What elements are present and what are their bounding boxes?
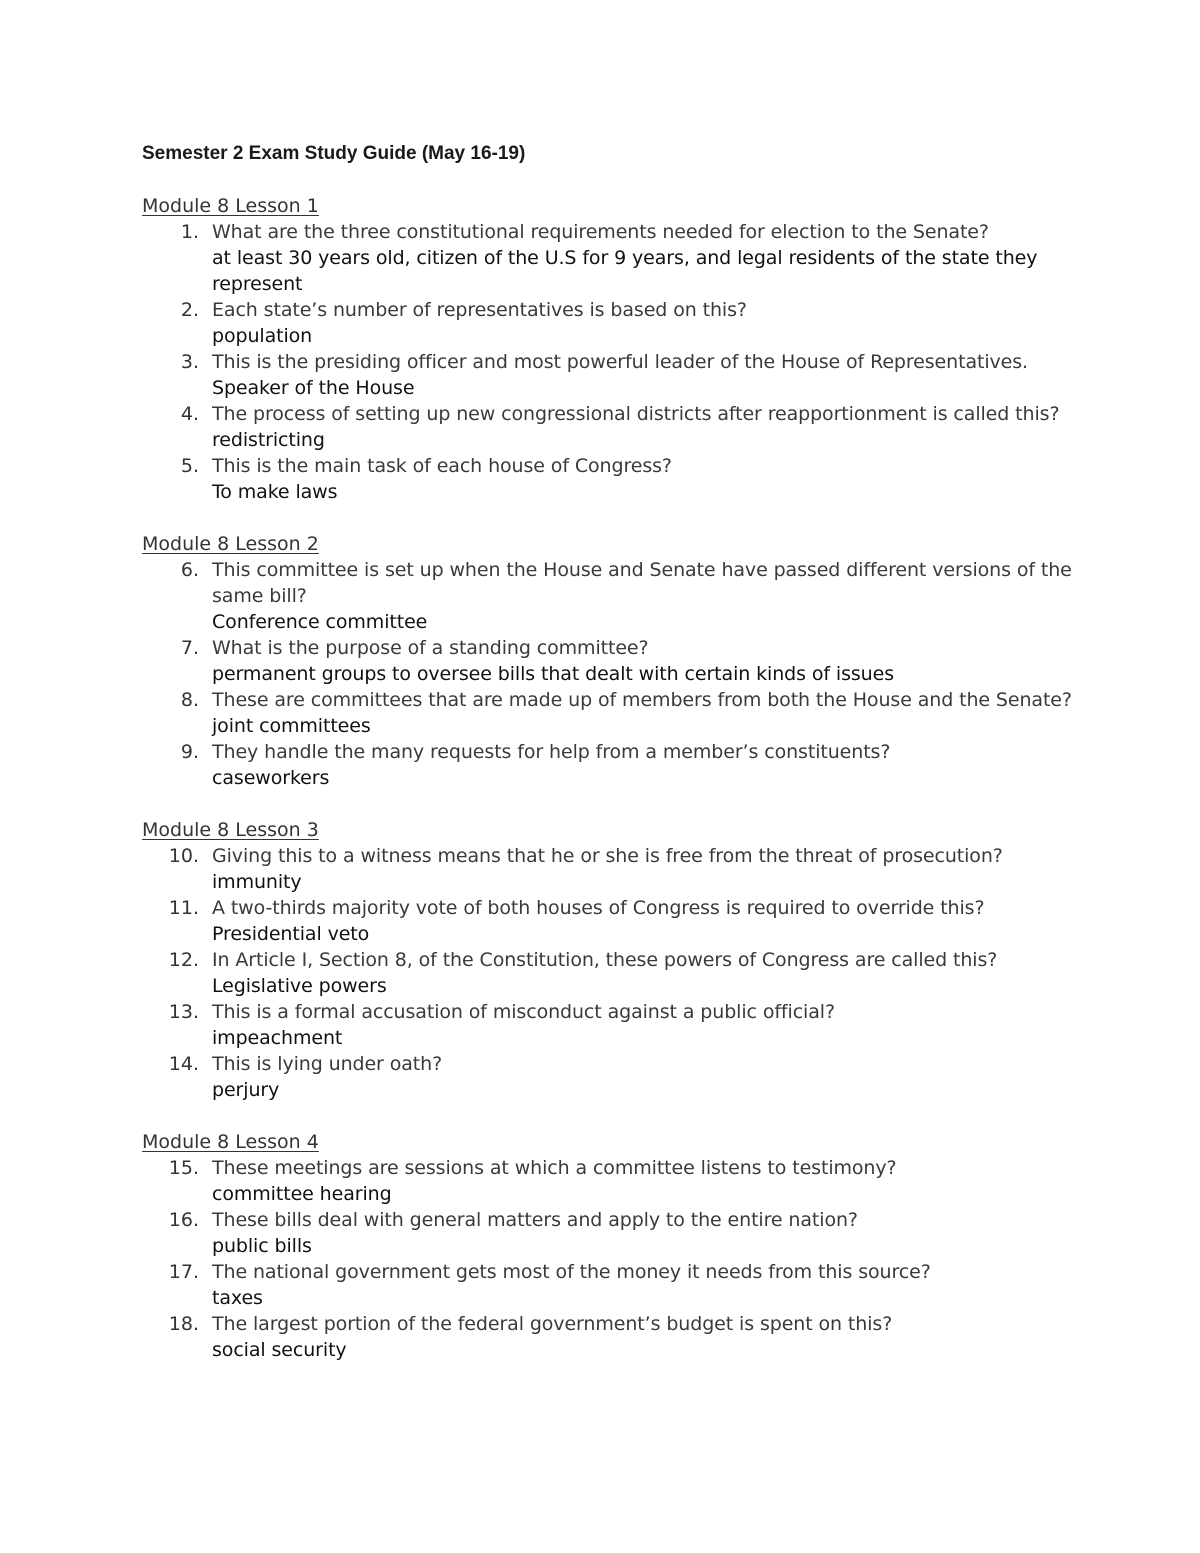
question-item: [142, 947, 1102, 999]
question-text: This is the main task of each house of Congress?: [212, 455, 672, 477]
answer-text: social security: [212, 1339, 347, 1361]
section-heading: Module 8 Lesson 3: [142, 819, 319, 841]
question-text: These are committees that are made up of members from both the House and the Senate?: [212, 689, 1072, 711]
question-list: [142, 843, 1102, 1103]
question-number: 3.: [180, 351, 199, 373]
question-item: [142, 219, 1102, 297]
sections-container: [142, 193, 1102, 1363]
lesson-section: [142, 531, 1102, 791]
question-number: 10.: [168, 845, 199, 867]
question-item: [142, 687, 1102, 739]
answer-text: Presidential veto: [212, 923, 370, 945]
question-number: 14.: [168, 1053, 199, 1075]
question-number: 17.: [168, 1261, 199, 1283]
question-number: 12.: [168, 949, 199, 971]
answer-text: permanent groups to oversee bills that dealt with certain kinds of issues: [212, 663, 895, 685]
question-item: [142, 1051, 1102, 1103]
question-number: 2.: [180, 299, 199, 321]
question-item: [142, 1259, 1102, 1311]
question-text: This is a formal accusation of misconduct against a public official?: [212, 1001, 835, 1023]
answer-text: caseworkers: [212, 767, 330, 789]
answer-text: at least 30 years old, citizen of the U.S for 9 years, and legal residents of the state they represent: [212, 247, 1038, 295]
question-text: The largest portion of the federal government’s budget is spent on this?: [212, 1313, 893, 1335]
answer-text: taxes: [212, 1287, 263, 1309]
question-item: [142, 557, 1102, 635]
question-item: [142, 895, 1102, 947]
question-list: [142, 1155, 1102, 1363]
question-item: [142, 1311, 1102, 1363]
answer-text: population: [212, 325, 313, 347]
answer-text: Legislative powers: [212, 975, 387, 997]
section-heading: Module 8 Lesson 1: [142, 195, 319, 217]
lesson-section: [142, 817, 1102, 1103]
answer-text: perjury: [212, 1079, 280, 1101]
question-number: 11.: [168, 897, 199, 919]
question-item: [142, 297, 1102, 349]
question-text: What is the purpose of a standing committee?: [212, 637, 649, 659]
answer-text: public bills: [212, 1235, 312, 1257]
question-number: 4.: [180, 403, 199, 425]
question-text: This is the presiding officer and most powerful leader of the House of Representatives.: [212, 351, 1028, 373]
answer-text: immunity: [212, 871, 302, 893]
question-item: [142, 739, 1102, 791]
question-number: 15.: [168, 1157, 199, 1179]
question-item: [142, 401, 1102, 453]
question-text: These meetings are sessions at which a committee listens to testimony?: [212, 1157, 897, 1179]
question-text: These bills deal with general matters and apply to the entire nation?: [212, 1209, 858, 1231]
question-text: This committee is set up when the House and Senate have passed different versions of the same bill?: [212, 559, 1072, 607]
answer-text: Speaker of the House: [212, 377, 415, 399]
lesson-section: [142, 193, 1102, 505]
question-number: 5.: [180, 455, 199, 477]
question-text: What are the three constitutional requirements needed for election to the Senate?: [212, 221, 989, 243]
question-text: In Article I, Section 8, of the Constitution, these powers of Congress are called this?: [212, 949, 998, 971]
question-item: [142, 999, 1102, 1051]
question-text: They handle the many requests for help from a member’s constituents?: [212, 741, 891, 763]
answer-text: joint committees: [212, 715, 371, 737]
section-heading: Module 8 Lesson 2: [142, 533, 319, 555]
question-number: 6.: [180, 559, 199, 581]
question-text: This is lying under oath?: [212, 1053, 443, 1075]
question-text: Giving this to a witness means that he or she is free from the threat of prosecution?: [212, 845, 1003, 867]
question-list: [142, 557, 1102, 791]
answer-text: impeachment: [212, 1027, 343, 1049]
question-number: 9.: [180, 741, 199, 763]
question-number: 18.: [168, 1313, 199, 1335]
question-item: [142, 635, 1102, 687]
document-page: [142, 141, 1102, 1389]
question-text: Each state’s number of representatives is based on this?: [212, 299, 747, 321]
document-title: Semester 2 Exam Study Guide (May 16-19): [142, 143, 526, 164]
question-list: [142, 219, 1102, 505]
question-text: The process of setting up new congressional districts after reapportionment is called this?: [212, 403, 1060, 425]
question-number: 13.: [168, 1001, 199, 1023]
question-text: The national government gets most of the money it needs from this source?: [212, 1261, 931, 1283]
answer-text: To make laws: [212, 481, 338, 503]
question-number: 16.: [168, 1209, 199, 1231]
question-item: [142, 453, 1102, 505]
question-number: 8.: [180, 689, 199, 711]
section-heading: Module 8 Lesson 4: [142, 1131, 319, 1153]
answer-text: committee hearing: [212, 1183, 392, 1205]
question-item: [142, 349, 1102, 401]
question-number: 7.: [180, 637, 199, 659]
lesson-section: [142, 1129, 1102, 1363]
question-item: [142, 843, 1102, 895]
answer-text: Conference committee: [212, 611, 428, 633]
question-item: [142, 1207, 1102, 1259]
question-text: A two-thirds majority vote of both houses of Congress is required to override this?: [212, 897, 985, 919]
answer-text: redistricting: [212, 429, 325, 451]
question-item: [142, 1155, 1102, 1207]
question-number: 1.: [180, 221, 199, 243]
